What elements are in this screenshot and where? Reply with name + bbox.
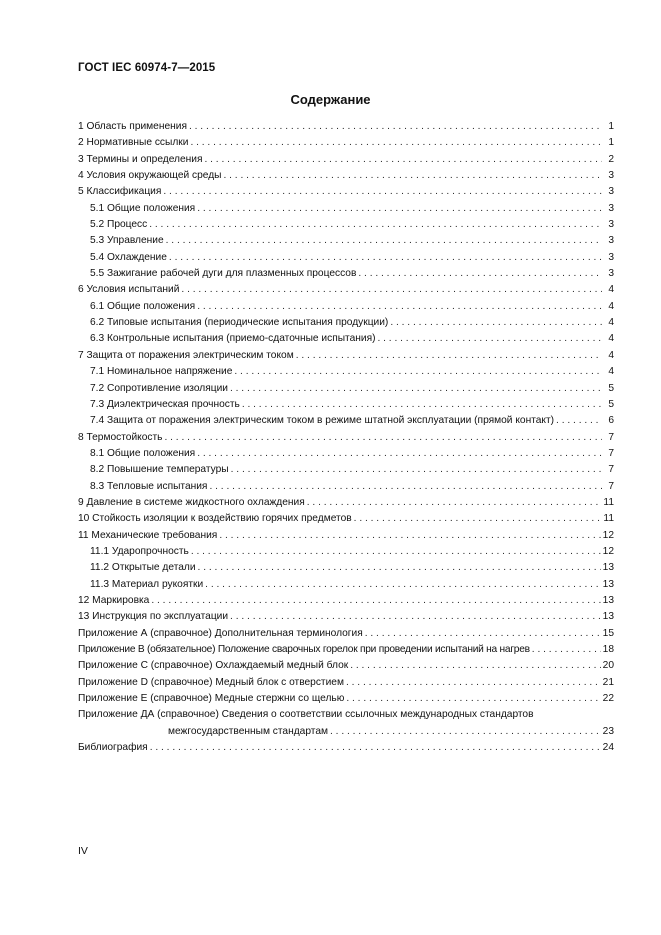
toc-label: 5.3 Управление — [90, 235, 164, 247]
toc-label: 7.4 Защита от поражения электрическим током в режиме штатной эксплуатации (прямой контакт) — [90, 415, 555, 427]
leader-dots — [166, 233, 602, 249]
leader-dots — [354, 511, 602, 527]
leader-dots — [189, 119, 602, 135]
toc-label: 8.3 Тепловые испытания — [90, 480, 208, 492]
toc-page: 1 — [608, 121, 614, 132]
toc-entry[interactable] — [78, 233, 614, 249]
leader-dots — [234, 364, 602, 380]
toc-label: 5 Классификация — [78, 186, 162, 198]
toc-label: Приложение ДА (справочное) Сведения о соответствии ссылочных международных стандартов — [78, 709, 534, 721]
leader-dots — [197, 299, 602, 315]
toc-page: 4 — [608, 349, 614, 361]
toc-entry[interactable] — [78, 642, 614, 658]
leader-dots — [209, 479, 602, 495]
toc-label: 12 Маркировка — [78, 594, 150, 606]
toc-label: 11.3 Материал рукоятки — [90, 578, 204, 590]
toc-page: 7 — [608, 447, 614, 459]
toc-page: 5 — [608, 382, 614, 394]
leader-dots — [556, 413, 602, 429]
leader-dots — [330, 724, 601, 740]
toc-entry[interactable] — [78, 152, 614, 168]
toc-label: 5.2 Процесс — [90, 219, 148, 231]
toc-label: 6 Условия испытаний — [78, 284, 180, 296]
toc-label: 6.1 Общие положения — [90, 300, 196, 312]
toc-entry[interactable] — [78, 577, 614, 593]
toc-label: 3 Термины и определения — [78, 153, 203, 165]
toc-page: 3 — [608, 219, 614, 231]
toc-label: 4 Условия окружающей среды — [78, 170, 222, 182]
toc-entry[interactable] — [78, 201, 614, 217]
toc-page: 24 — [602, 742, 614, 754]
leader-dots — [296, 348, 602, 364]
page-title: Содержание — [290, 92, 371, 107]
leader-dots — [307, 495, 602, 511]
toc-label: 2 Нормативные ссылки — [78, 137, 189, 149]
toc-label: 13 Инструкция по эксплуатации — [78, 611, 229, 623]
toc-page: 13 — [602, 578, 614, 590]
toc-entry[interactable] — [78, 462, 614, 478]
toc-page: 6 — [608, 415, 614, 427]
toc-entry[interactable] — [78, 430, 614, 446]
toc-label: 7.3 Диэлектрическая прочность — [90, 398, 240, 410]
toc-page: 3 — [608, 202, 614, 214]
leader-dots — [230, 609, 601, 625]
leader-dots — [191, 544, 601, 560]
leader-dots — [346, 691, 600, 707]
toc-label: 6.3 Контрольные испытания (приемо-сдаточные испытания) — [90, 333, 376, 345]
toc-entry[interactable] — [78, 315, 614, 331]
toc-page: 4 — [608, 317, 614, 329]
leader-dots — [365, 626, 601, 642]
toc-label: Приложение А (справочное) Дополнительная терминология — [78, 627, 363, 639]
toc-page: 2 — [608, 153, 614, 165]
leader-dots — [163, 184, 602, 200]
toc-page: 18 — [602, 644, 614, 655]
toc-page: 3 — [608, 235, 614, 247]
toc-entry[interactable] — [78, 609, 614, 625]
leader-dots — [150, 740, 601, 756]
leader-dots — [350, 658, 600, 674]
toc-page: 7 — [608, 480, 614, 492]
leader-dots — [231, 462, 602, 478]
toc-page: 3 — [608, 186, 614, 198]
toc-label: 8.1 Общие положения — [90, 447, 196, 459]
toc-label: 7 Защита от поражения электрическим током — [78, 349, 294, 361]
toc-entry[interactable] — [78, 658, 614, 674]
toc-entry[interactable] — [78, 675, 614, 691]
leader-dots — [197, 446, 602, 462]
toc-label-continued: межгосударственным стандартам — [168, 725, 328, 737]
toc-entry[interactable] — [78, 691, 614, 707]
toc-label: 5.1 Общие положения — [90, 202, 196, 214]
leader-dots — [390, 315, 602, 331]
toc-label: Приложение Е (справочное) Медные стержни со щелью — [78, 693, 345, 705]
toc-label: 11.1 Ударопрочность — [90, 545, 189, 557]
toc-label: 8 Термостойкость — [78, 431, 163, 443]
toc-label: Приложение С (справочное) Охлаждаемый медный блок — [78, 660, 349, 672]
toc-entry[interactable] — [78, 364, 614, 380]
toc-page: 21 — [602, 676, 614, 688]
toc-entry[interactable] — [78, 413, 614, 429]
toc-label: 7.1 Номинальное напряжение — [90, 366, 233, 378]
toc-page: 4 — [608, 284, 614, 296]
leader-dots — [164, 430, 602, 446]
toc-entry[interactable] — [78, 544, 614, 560]
leader-dots — [346, 675, 601, 691]
leader-dots — [242, 397, 602, 413]
leader-dots — [204, 152, 602, 168]
toc-entry[interactable] — [78, 511, 614, 527]
document-code: ГОСТ IEC 60974-7—2015 — [78, 62, 216, 74]
leader-dots — [223, 168, 602, 184]
table-of-contents — [78, 119, 614, 756]
toc-page: 11 — [603, 513, 614, 525]
toc-entry[interactable] — [78, 560, 614, 576]
leader-dots — [149, 217, 602, 233]
page-number: IV — [78, 845, 88, 857]
toc-page: 13 — [602, 562, 614, 574]
toc-page: 13 — [602, 594, 614, 606]
toc-entry[interactable] — [78, 397, 614, 413]
toc-entry[interactable] — [78, 266, 614, 282]
leader-dots — [358, 266, 602, 282]
leader-dots — [230, 381, 602, 397]
toc-entry[interactable] — [78, 707, 614, 740]
toc-page: 3 — [608, 251, 614, 263]
toc-page: 12 — [602, 545, 614, 557]
toc-entry[interactable] — [78, 348, 614, 364]
toc-page: 13 — [602, 611, 614, 623]
toc-label: 10 Стойкость изоляции к воздействию горячих предметов — [78, 513, 352, 525]
toc-entry[interactable] — [78, 184, 614, 200]
toc-entry[interactable] — [78, 119, 614, 135]
toc-entry[interactable] — [78, 135, 614, 151]
toc-page: 3 — [608, 170, 614, 182]
toc-entry[interactable] — [78, 593, 614, 609]
toc-entry[interactable] — [78, 250, 614, 266]
toc-page: 3 — [608, 268, 614, 280]
toc-entry[interactable] — [78, 168, 614, 184]
toc-entry[interactable] — [78, 299, 614, 315]
toc-page: 22 — [602, 693, 614, 705]
toc-label: Приложение В (обязательное) Положение сварочных горелок при проведении испытаний на нагрев — [78, 644, 530, 655]
toc-entry[interactable] — [78, 740, 614, 756]
toc-entry[interactable] — [78, 528, 614, 544]
toc-label: 8.2 Повышение температуры — [90, 464, 229, 476]
leader-dots — [169, 250, 602, 266]
toc-label: 7.2 Сопротивление изоляции — [90, 382, 228, 394]
leader-dots — [181, 282, 602, 298]
toc-page: 4 — [608, 300, 614, 312]
toc-label: 6.2 Типовые испытания (периодические испытания продукции) — [90, 317, 389, 329]
toc-page: 23 — [602, 725, 614, 737]
leader-dots — [190, 135, 602, 151]
toc-page: 15 — [602, 627, 614, 639]
toc-page: 4 — [608, 366, 614, 378]
toc-page: 20 — [602, 660, 614, 672]
leader-dots — [377, 331, 602, 347]
leader-dots — [151, 593, 600, 609]
toc-label: 5.4 Охлаждение — [90, 251, 167, 263]
leader-dots — [532, 642, 601, 658]
toc-entry[interactable] — [78, 217, 614, 233]
leader-dots — [205, 577, 600, 593]
toc-label: 5.5 Зажигание рабочей дуги для плазменных процессов — [90, 268, 357, 280]
toc-label: Библиография — [78, 742, 148, 754]
toc-page: 7 — [608, 464, 614, 476]
toc-page: 7 — [608, 431, 614, 443]
toc-entry[interactable] — [78, 331, 614, 347]
leader-dots — [219, 528, 600, 544]
leader-dots — [198, 560, 601, 576]
toc-page: 12 — [602, 529, 614, 541]
toc-page: 11 — [603, 496, 614, 508]
toc-label: 11.2 Открытые детали — [90, 562, 196, 574]
toc-entry[interactable] — [78, 282, 614, 298]
toc-label: 11 Механические требования — [78, 529, 218, 541]
toc-page: 4 — [608, 333, 614, 345]
leader-dots — [197, 201, 602, 217]
toc-label: 9 Давление в системе жидкостного охлаждения — [78, 496, 305, 508]
toc-label: 1 Область применения — [78, 121, 187, 132]
toc-entry[interactable] — [78, 479, 614, 495]
toc-entry[interactable] — [78, 626, 614, 642]
toc-entry[interactable] — [78, 495, 614, 511]
toc-label: Приложение D (справочное) Медный блок с отверстием — [78, 676, 344, 688]
toc-entry[interactable] — [78, 381, 614, 397]
toc-page: 1 — [608, 137, 614, 149]
toc-page: 5 — [608, 398, 614, 410]
toc-entry[interactable] — [78, 446, 614, 462]
